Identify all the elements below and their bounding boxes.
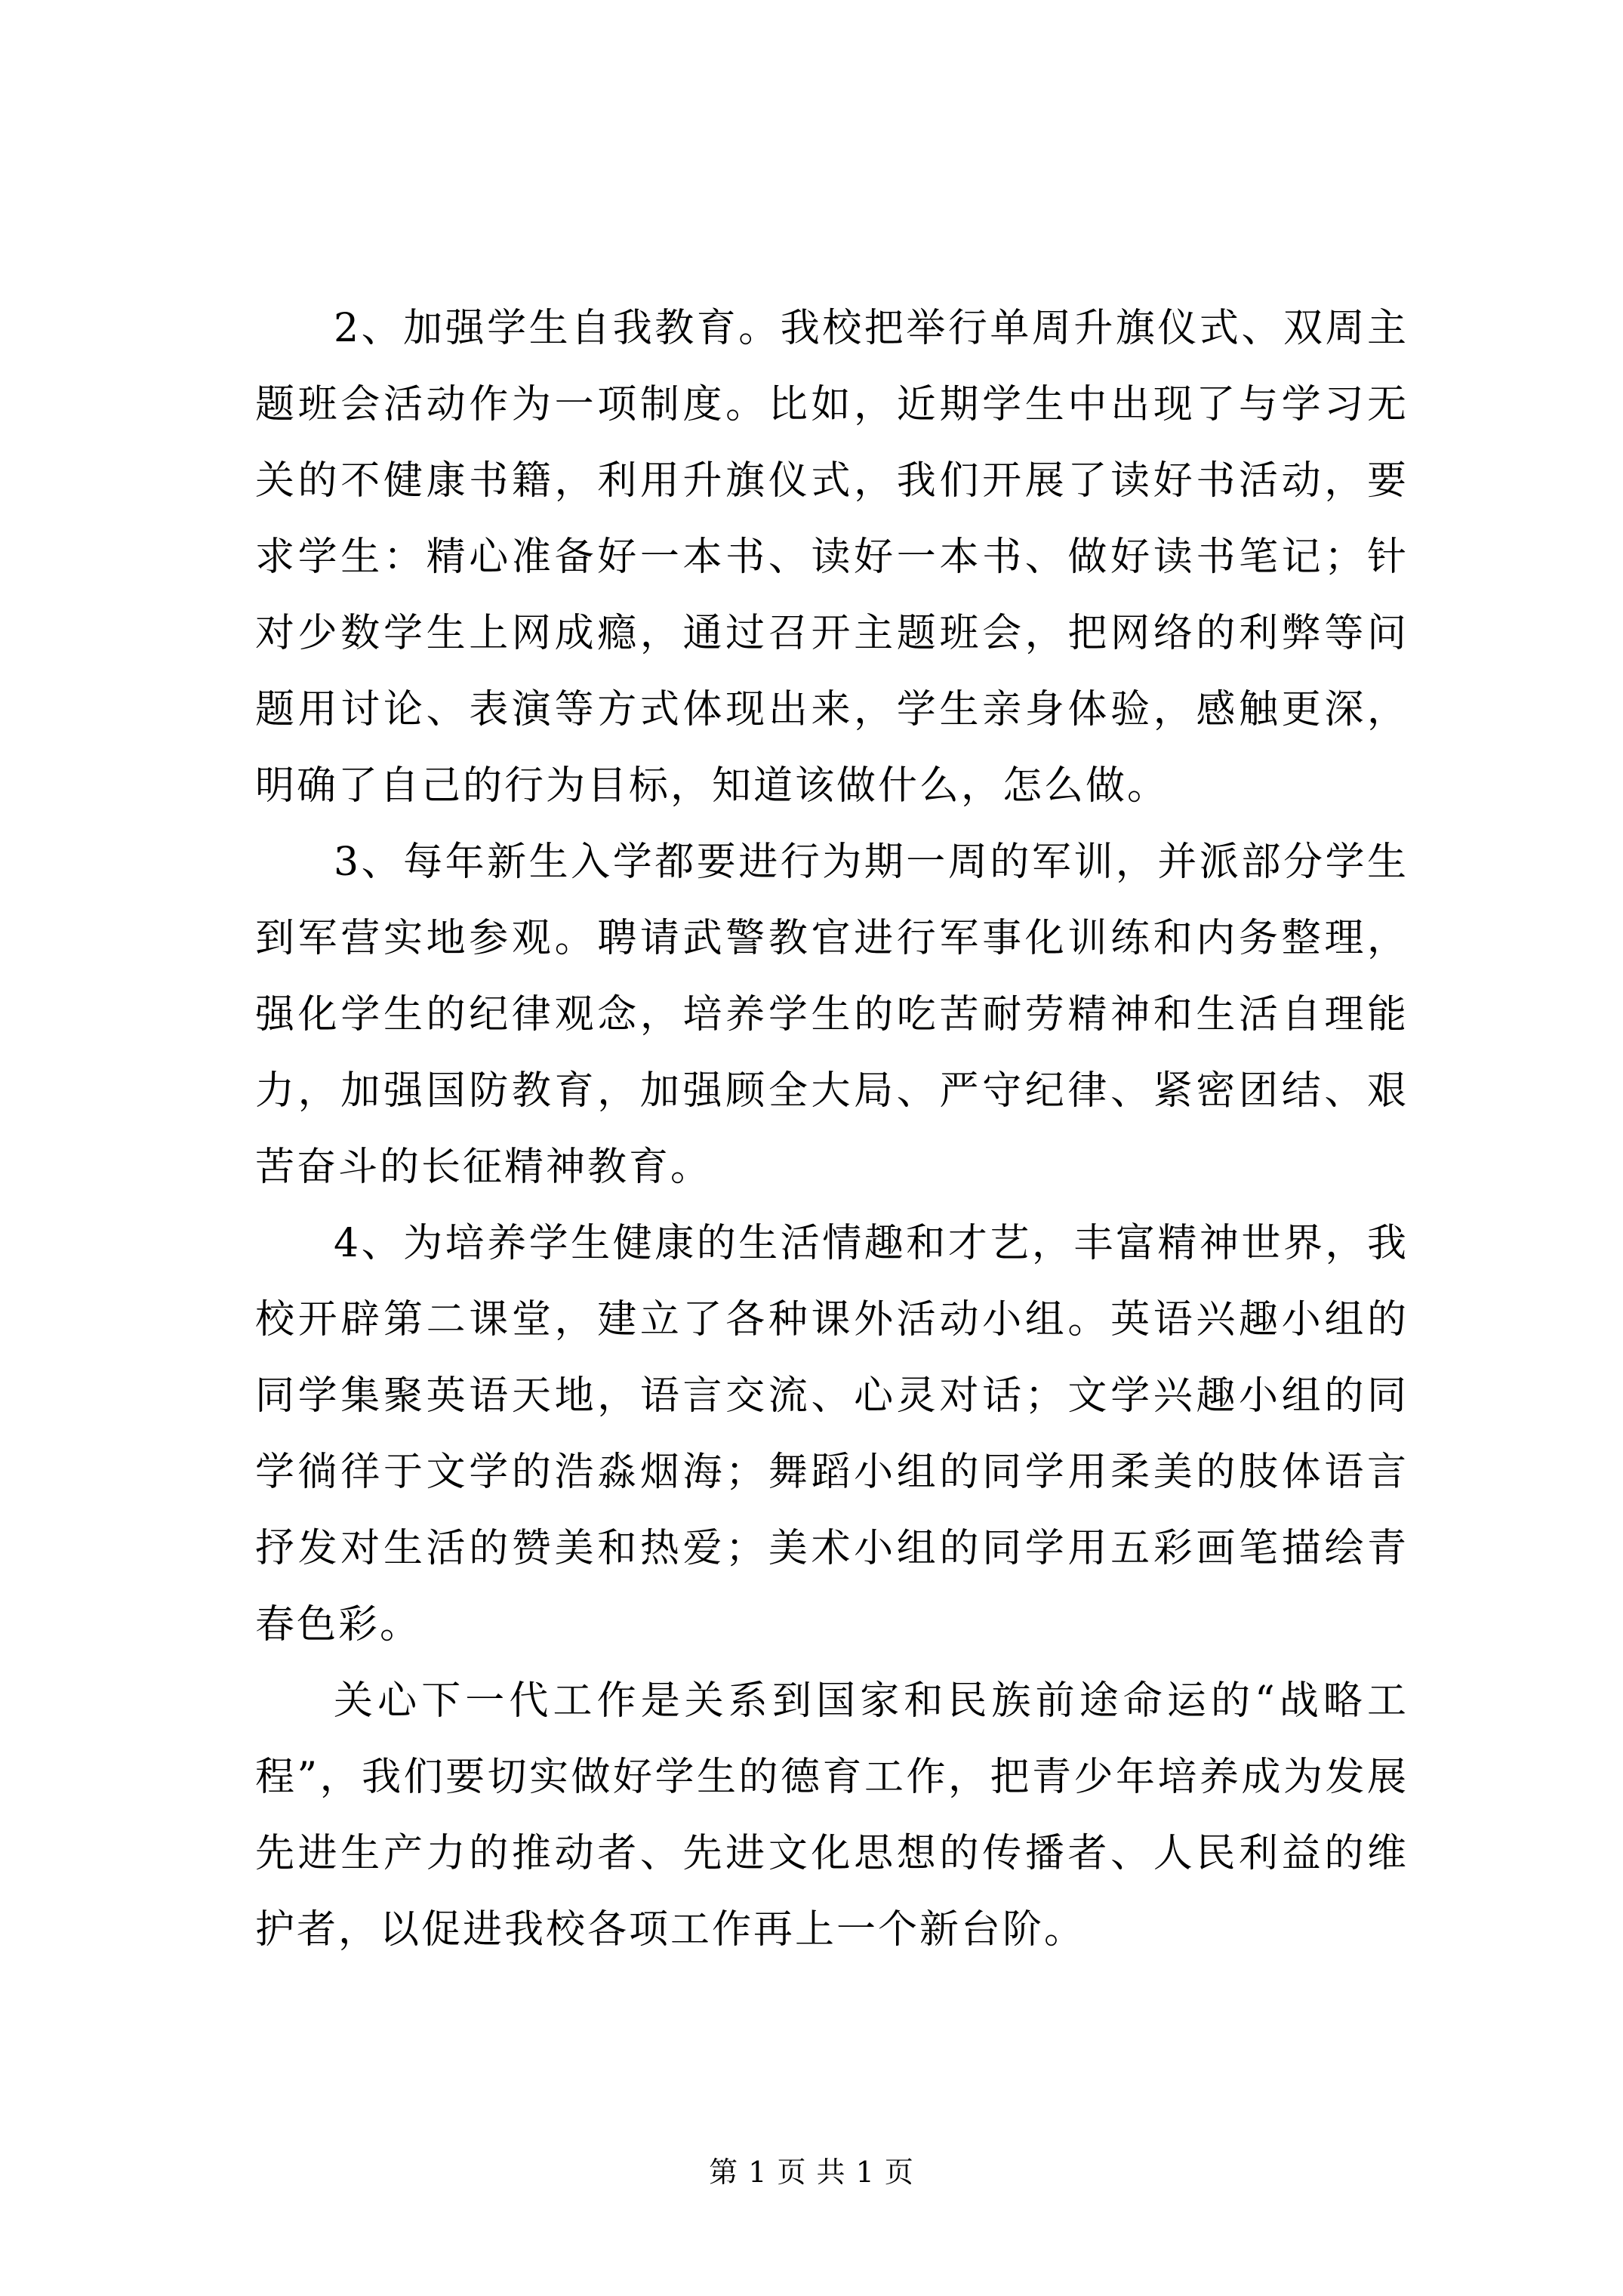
paragraph-item-2-self-education: 2、加强学生自我教育。我校把举行单周升旗仪式、双周主题班会活动作为一项制度。比如，近期学生中出现了与学习无关的不健康书籍，利用升旗仪式，我们开展了读好书活动，要求学生：精心准备好一本书、读好一本书、做好读书笔记；针对少数学生上网成瘾，通过召开主题班会，把网络的利弊等问题用讨论、表演等方式体现出来，学生亲身体验，感触更深，明确了自己的行为目标，知道该做什么，怎么做。	[255, 306, 1409, 809]
paragraph-item-4-extracurricular-groups: 4、为培养学生健康的生活情趣和才艺，丰富精神世界，我校开辟第二课堂，建立了各种课外活动小组。英语兴趣小组的同学集聚英语天地，语言交流、心灵对话；文学兴趣小组的同学徜徉于文学的浩淼烟海；舞蹈小组的同学用柔美的肢体语言抒发对生活的赞美和热爱；美术小组的同学用五彩画笔描绘青春色彩。	[255, 1221, 1409, 1647]
page-number-footer: 第 1 页 共 1 页	[709, 2156, 914, 2189]
paragraph-item-3-military-training: 3、每年新生入学都要进行为期一周的军训，并派部分学生到军营实地参观。聘请武警教官进行军事化训练和内务整理，强化学生的纪律观念，培养学生的吃苦耐劳精神和生活自理能力，加强国防教育，加强顾全大局、严守纪律、紧密团结、艰苦奋斗的长征精神教育。	[255, 840, 1409, 1190]
paragraph-conclusion: 关心下一代工作是关系到国家和民族前途命运的“战略工程”，我们要切实做好学生的德育工作，把青少年培养成为发展先进生产力的推动者、先进文化思想的传播者、人民利益的维护者，以促进我校各项工作再上一个新台阶。	[255, 1678, 1409, 1952]
document-body	[255, 291, 1409, 1968]
